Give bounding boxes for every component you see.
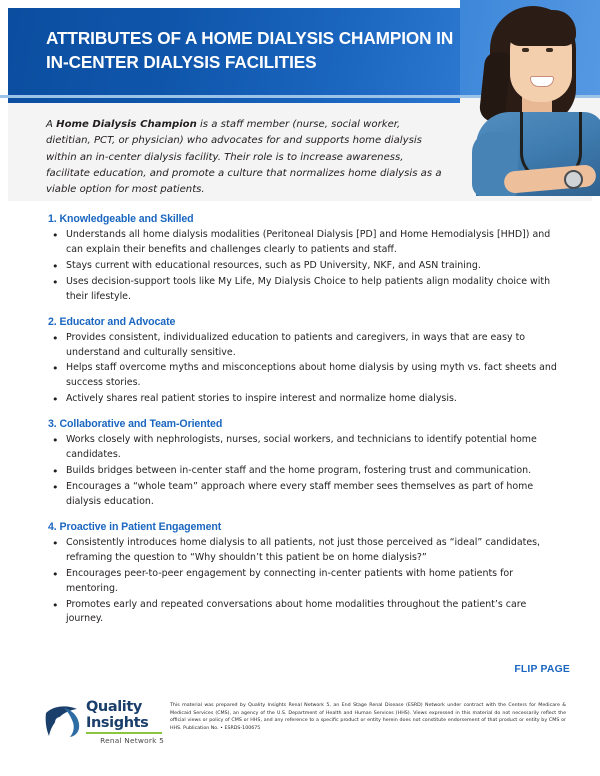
footer [0, 698, 600, 760]
section-title: 1. Knowledgeable and Skilled [48, 213, 194, 225]
list-item: • Understands all home dialysis modalities (Peritoneal Dialysis [PD] and Home Hemodialysis [HHD]) and can explain their benefits and challenges clearly to patients and staff. [42, 228, 566, 258]
eye-left-shape [522, 48, 529, 52]
flip-page-link[interactable]: FLIP PAGE [514, 664, 570, 675]
list-item: • Stays current with educational resources, such as PD University, NKF, and ASN training. [42, 259, 566, 274]
page-title: ATTRIBUTES OF A HOME DIALYSIS CHAMPION IN IN-CENTER DIALYSIS FACILITIES [46, 28, 454, 73]
list-item: • Provides consistent, individualized education to patients and caregivers, in ways that are easy to understand and culturally sensitive. [42, 331, 566, 361]
sections-container [8, 201, 592, 627]
eyebrow-left-shape [520, 42, 531, 44]
list-item: • Builds bridges between in-center staff and the home program, fostering trust and communication. [42, 464, 566, 479]
list-item: • Promotes early and repeated conversations about home modalities throughout the patient’s care journey. [42, 598, 566, 628]
logo-subtitle: Renal Network 5 [100, 736, 164, 746]
section-knowledgeable-and-skilled [42, 213, 566, 305]
list-item: • Consistently introduces home dialysis to all patients, not just those perceived as “ideal” candidates, reframing the question to “Why shouldn’t this patient be on home dialysis?” [42, 536, 566, 566]
intro-paragraph [46, 117, 442, 199]
list-item: • Works closely with nephrologists, nurses, social workers, and technicians to identify potential home candidates. [42, 433, 566, 463]
section-title: 4. Proactive in Patient Engagement [48, 520, 222, 533]
bullet-list [42, 331, 566, 408]
eye-right-shape [546, 48, 553, 52]
hair-front-shape [506, 10, 576, 46]
list-item: • Encourages a “whole team” approach where every staff member sees themselves as part of home dialysis education. [42, 480, 566, 510]
section-title: 2. Educator and Advocate [48, 315, 176, 328]
quality-insights-logo [44, 700, 164, 750]
section-collaborative-and-team-oriented [42, 418, 566, 510]
eyebrow-right-shape [544, 42, 555, 44]
section-title: 3. Collaborative and Team-Oriented [48, 418, 223, 431]
logo-wordmark [86, 700, 164, 745]
list-item: • Encourages peer-to-peer engagement by connecting in-center patients with home patients for mentoring. [42, 567, 566, 597]
list-item: • Uses decision-support tools like My Life, My Dialysis Choice to help patients align modality choice with their lifestyle. [42, 275, 566, 305]
list-item: • Actively shares real patient stories to inspire interest and normalize home dialysis. [42, 392, 566, 407]
logo-line-insights: Insights [86, 714, 149, 731]
mouth-shape [530, 76, 554, 87]
disclaimer-text: This material was prepared by Quality Insights Renal Network 5, an End Stage Renal Disease (ESRD) Network under contract with the Centers for Medicare & Medicaid Services (CMS), an agency of the U.S. Department of Health and Human Services (HHS). Views expressed in this material do not necessarily reflect the official views or policy of CMS or HHS, and any reference to a specific product or entity herein does not constitute endorsement of that product or entity by CMS or HHS. Publication No. • ESRDS-100675 [170, 703, 566, 732]
intro-bold-term: Home Dialysis Champion [56, 119, 197, 130]
nurse-photo [460, 0, 600, 196]
intro-rest: is a staff member (nurse, social worker, dietitian, PCT, or physician) who advocates for and supports home dialysis within an in-center dialysis facility. Their role is to increase awareness, facilitate education, and promote a culture that normalizes home dialysis as a viable option for most patients. [46, 119, 442, 196]
logo-line-quality: Quality [86, 699, 142, 715]
section-proactive-in-patient-engagement [42, 521, 566, 628]
logo-swoosh-icon [44, 704, 82, 738]
bullet-list [42, 228, 566, 305]
bullet-list [42, 433, 566, 510]
list-item: • Helps staff overcome myths and misconceptions about home dialysis by using myth vs. fact sheets and success stories. [42, 361, 566, 391]
logo-accent-rule [86, 732, 162, 734]
bullet-list [42, 536, 566, 628]
intro-lead: A [46, 119, 57, 130]
section-educator-and-advocate [42, 316, 566, 408]
stethoscope-chestpiece-shape [564, 170, 583, 189]
